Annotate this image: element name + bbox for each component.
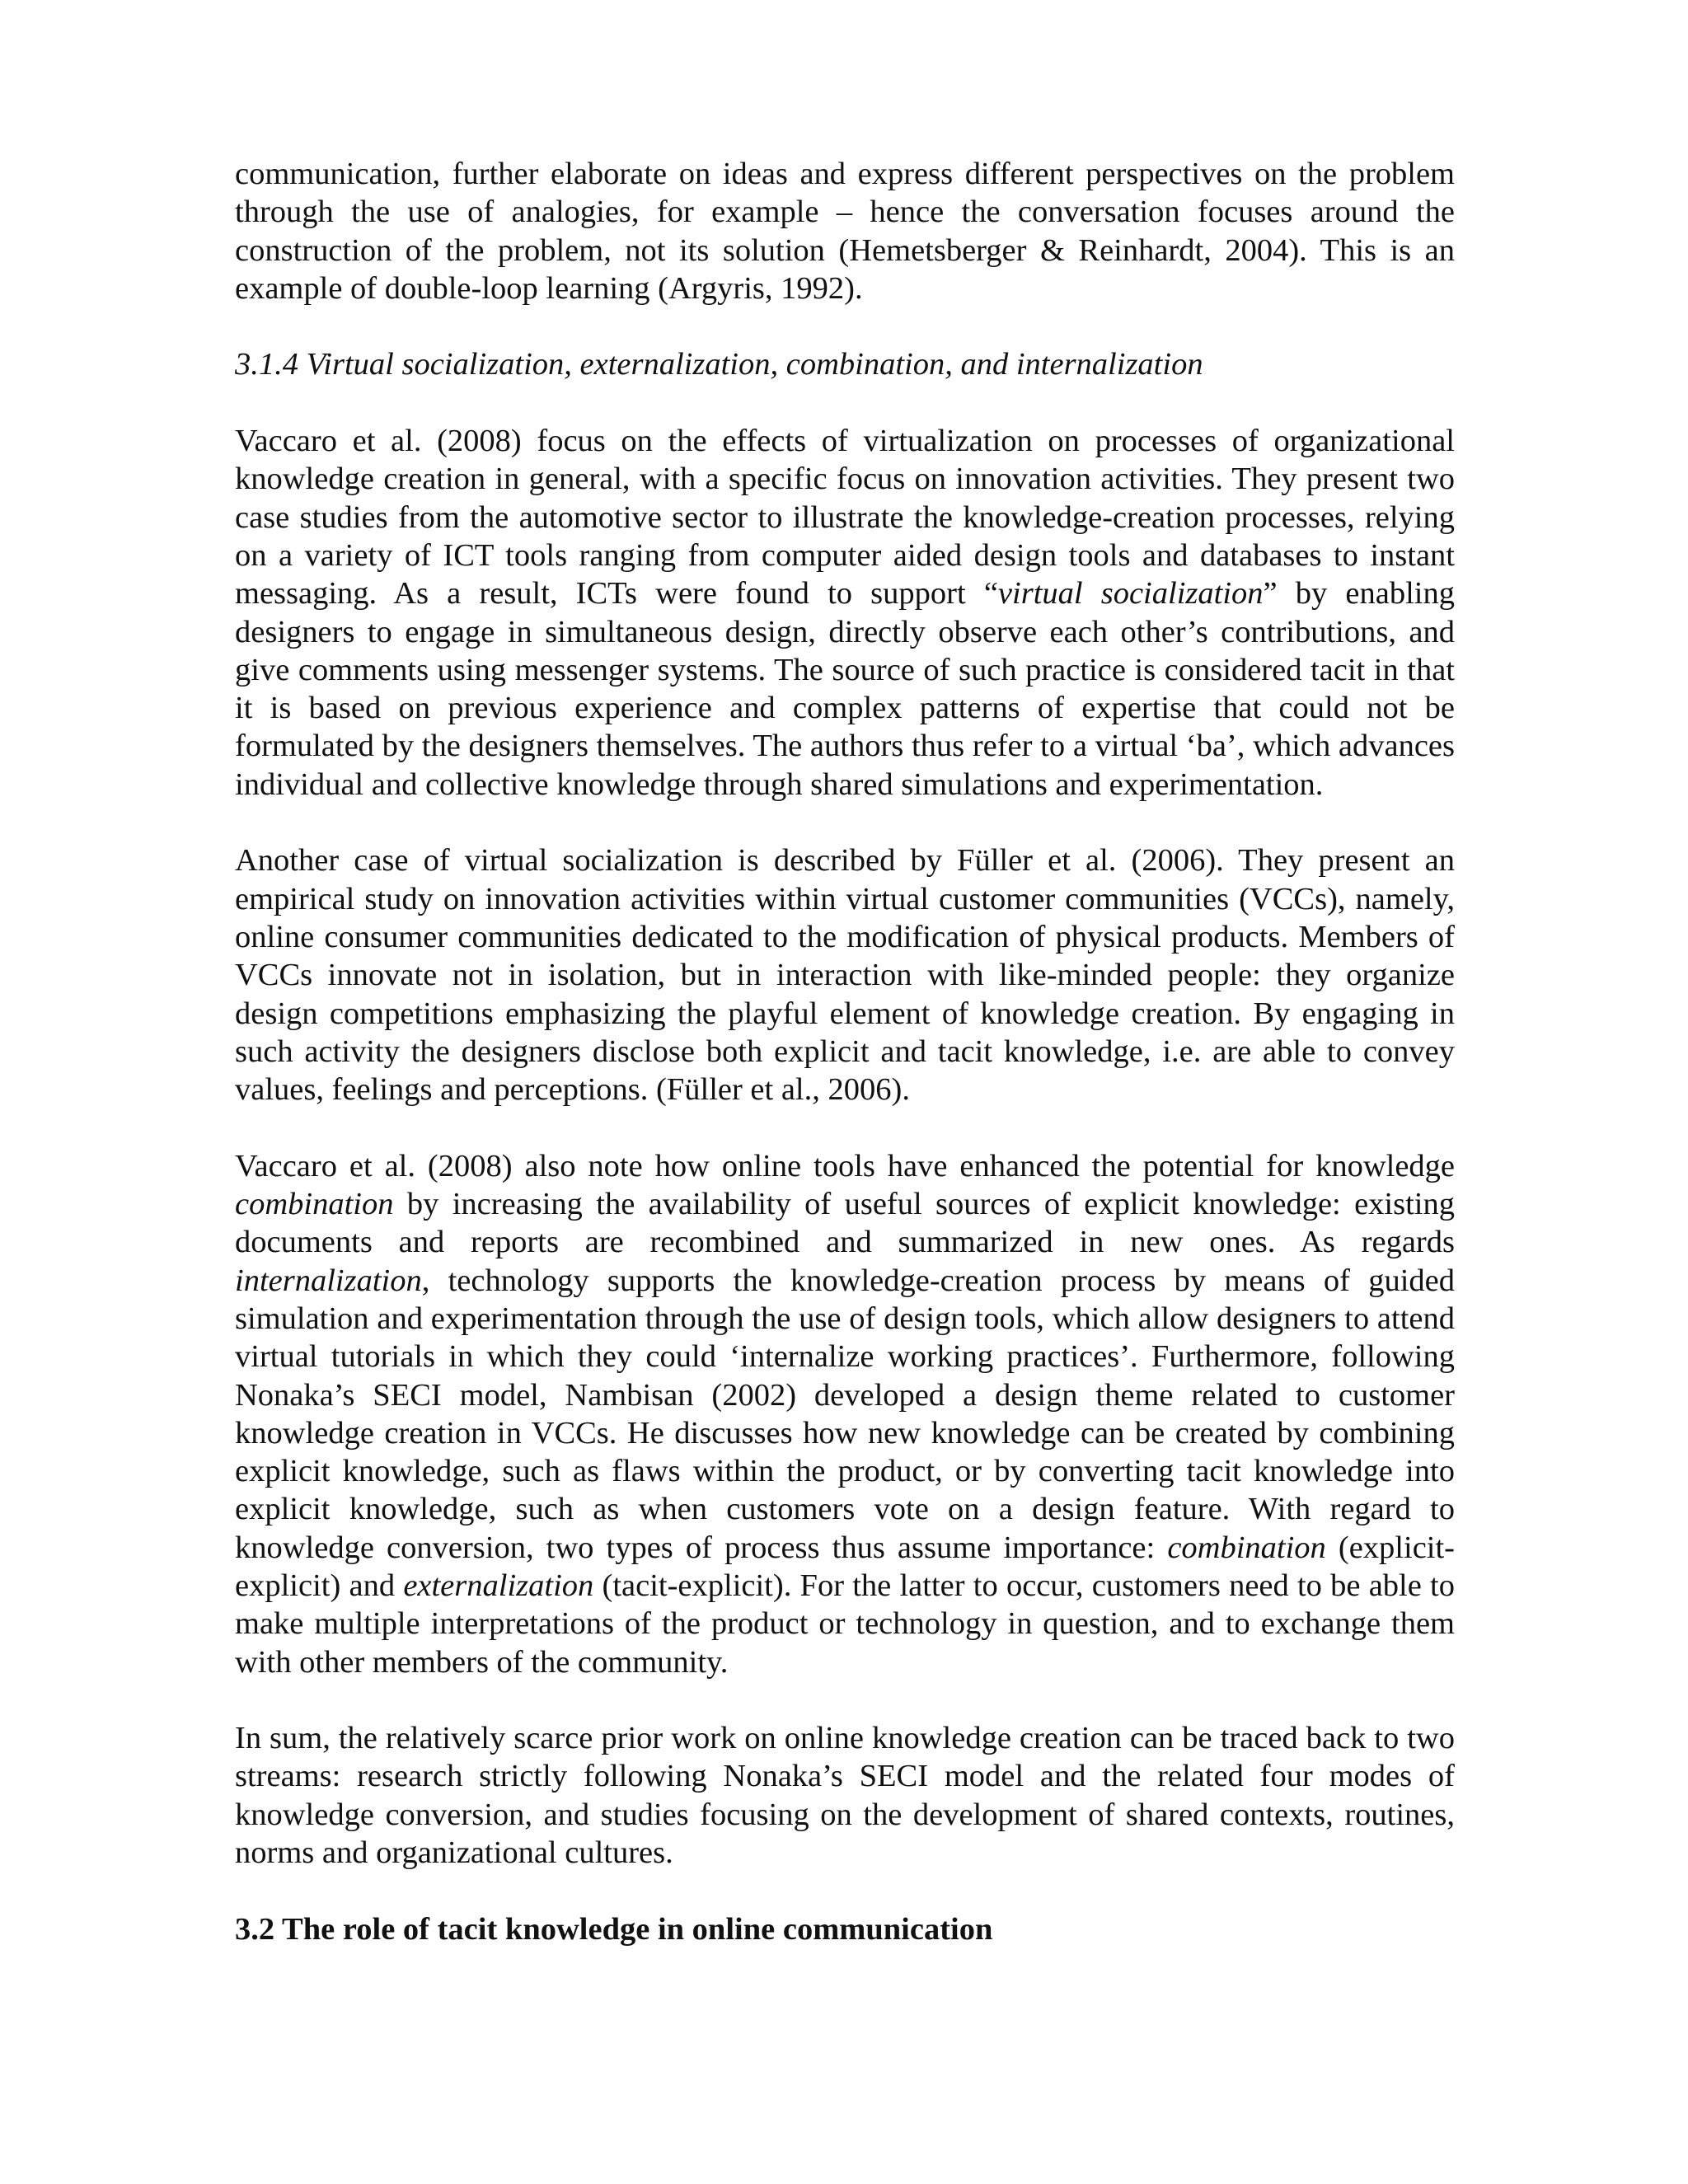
paragraph-text: by increasing the availability of useful sources of explicit knowledge: existing documents and reports are recombined and summarized in new ones. As regards: [235, 1187, 1455, 1260]
paragraph-vaccaro-combination: [235, 1147, 1455, 1681]
section-heading-3-1-4: 3.1.4 Virtual socialization, externalization, combination, and internalization: [235, 347, 1203, 382]
paragraph-text: Vaccaro et al. (2008) focus on the effects of virtualization on processes of organizational knowledge creation in general, with a specific focus on innovation activities. They present two case studies from the automotive sector to illustrate the knowledge-creation processes, relying on a variety of ICT tools ranging from computer aided design tools and databases to instant messaging. As a result, ICTs were found to support “: [235, 424, 1455, 612]
document-page: [235, 155, 1455, 1986]
italic-term-combination: combination: [235, 1187, 394, 1222]
paragraph-summary: In sum, the relatively scarce prior work on online knowledge creation can be traced back to two streams: research strictly following Nonaka’s SECI model and the related four modes of knowledge conversion, and studies focusing on the development of shared contexts, routines, norms and organizational cultures.: [235, 1721, 1455, 1871]
paragraph-intro: communication, further elaborate on ideas and express different perspectives on the problem through the use of analogies, for example – hence the conversation focuses around the construction of the problem, not its solution (Hemetsberger & Reinhardt, 2004). This is an example of double-loop learning (Argyris, 1992).: [235, 157, 1455, 306]
paragraph-text: , technology supports the knowledge-creation process by means of guided simulation and experimentation through the use of design tools, which allow designers to attend virtual tutorials in which they could ‘internalize working practices’. Furthermore, following Nonaka’s SECI model, Nambisan (2002) developed a design theme related to customer knowledge creation in VCCs. He discusses how new knowledge can be created by combining explicit knowledge, such as flaws within the product, or by converting tacit knowledge into explicit knowledge, such as when customers vote on a design feature. With regard to knowledge conversion, two types of process thus assume importance:: [235, 1263, 1455, 1565]
paragraph-fuller: Another case of virtual socialization is described by Füller et al. (2006). They present an empirical study on innovation activities within virtual customer communities (VCCs), namely, online consumer communities dedicated to the modification of physical products. Members of VCCs innovate not in isolation, but in interaction with like-minded people: they organize design competitions emphasizing the playful element of knowledge creation. By engaging in such activity the designers disclose both explicit and tacit knowledge, i.e. are able to convey values, feelings and perceptions. (Füller et al., 2006).: [235, 843, 1455, 1108]
italic-term-externalization: externalization: [403, 1568, 594, 1603]
italic-term-combination: combination: [1167, 1530, 1326, 1565]
paragraph-text: ” by enabling designers to engage in simultaneous design, directly observe each other’s contributions, and give comments using messenger systems. The source of such practice is considered tacit in that it is based on previous experience and complex patterns of expertise that could not be formulated by the designers themselves. The authors thus refer to a virtual ‘ba’, which advances individual and collective knowledge through shared simulations and experimentation.: [235, 576, 1455, 802]
paragraph-text: (tacit-explicit). For the latter to occur, customers need to be able to make multiple interpretations of the product or technology in question, and to exchange them with other members of the community.: [235, 1568, 1455, 1680]
paragraph-text: Vaccaro et al. (2008) also note how online tools have enhanced the potential for knowledge: [235, 1148, 1455, 1183]
italic-term-internalization: internalization: [235, 1263, 422, 1298]
italic-term-virtual-socialization: virtual socialization: [997, 576, 1264, 612]
section-heading-3-2: 3.2 The role of tacit knowledge in online communication: [235, 1911, 993, 1947]
paragraph-text: (explicit-explicit) and: [235, 1530, 1455, 1603]
paragraph-vaccaro-socialization: [235, 422, 1455, 804]
